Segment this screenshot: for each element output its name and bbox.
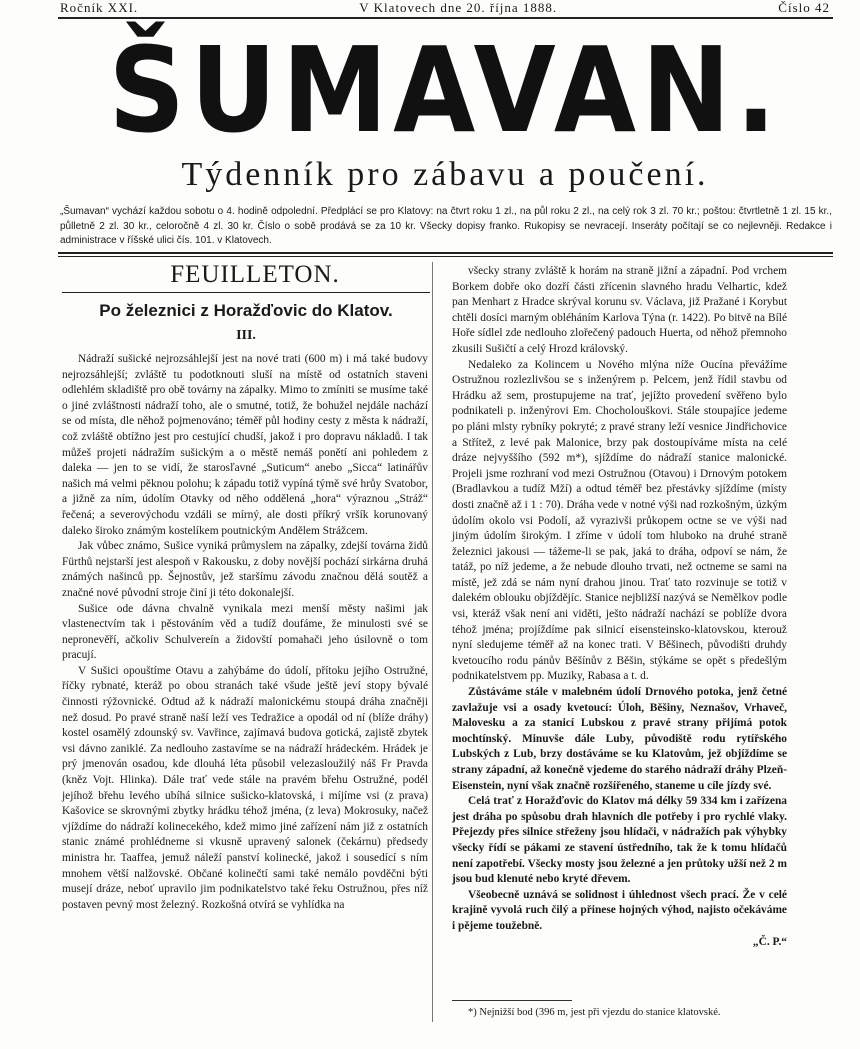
section-rule bbox=[62, 292, 430, 293]
paragraph: Zůstáváme stále v malebném údolí Drnového potoka, jenž četné zavlažuje vsi a osady kvetoucí: Úloh, Běšiny, Neznašov, Vrhaveč, Malovesku a za stanicí Lubskou z pravé strany přijímá potok mochtínský. Minuvše dále Luby, původiště rodu rytířského Lubských z Lub, brzy dostáváme se ku Klatovům, jež objíždíme se strany západní, až konečně vjedeme do starého nádraží dráhy Plzeň-Eisenstein, nyní však značně rozšířeného, staneme u cíle jízdy své. bbox=[452, 686, 787, 792]
paragraph: Sušice ode dávna chvalně vynikala mezi menší městy našimi jak vlastenectvím tak i pěstováním věd a tudíž doufáme, že minulosti své se nepronevěří, ačkoliv Schulvereín a židovští pomahači jeho úsilovně o tom pracují. bbox=[62, 602, 428, 662]
footnote-rule bbox=[452, 1000, 572, 1001]
masthead-subtitle: Týdenník pro zábavu a poučení. bbox=[181, 156, 709, 193]
info-rule-bottom bbox=[58, 256, 833, 257]
volume-label: Ročník XXI. bbox=[60, 0, 139, 15]
left-column bbox=[62, 352, 428, 913]
issue-header bbox=[60, 0, 830, 16]
right-column bbox=[452, 264, 787, 950]
paragraph: Nedaleko za Kolincem u Nového mlýna níže Oucína převážíme Ostružnou rozlezlivšou se s inženýrem p. Pelcem, jenž řídil stavbu od Hrádku až sem, prostupujeme na trať, jejížto provedení svěřeno bylo podnikateli p. inženýrovi Em. Chocholouškovi. Stále stoupajíce jedeme po pláni mlsty rybníky pokryté; z pravé strany leží vesnice Jindřichovice a Střítež, z levé pak Malonice, brzy pak dostoupíváme místa na celé dráze nejvyššího (592 m*), sjíždíme do nádraží stanice malonické. Projeli jsme rozhraní vod mezi Ostružnou (Otavou) i Drnovým potokem (Bradlavkou a tudíž Mží) a odtud téměř bez přestávky sjíždíme (místy dosti značně až i 1 : 70). Dráha vede v notné výši nad rozkošným, úzkým údolím okolo vsi Podolí, až vyrazivši průkopem octne se ve výši nad jiným údolím širokým. I zříme v údolí tom hluboko na druhé straně železnici jakousi — tážeme-li se pak, jaká to dráha, odpoví se nám, že tatáž, po níž jedeme, a že nebude dlouho trvati, než octneme se sami na místě, jež zdá se nám nyní drahou jinou. Trať tato rozvinuje se totiž v dalekém oblouku objíždějíc. Stanice nejbližší nazývá se Nemělkov podle vsi, kteráž však není ani viděti, ješto nádraží nachází se poblíže dvora téhož jména; projíždíme pak silnicí eisensteinsko-klatovskou, kterouž nyní sledujeme téměř až na konec trati. V Běšinech, původišti druhdy kvetoucího rodu pánův Běšínův z Běšin, stýkáme se opět s předešlým podnikatelstvem pp. Muziky, Rabasa a t. d. bbox=[452, 358, 787, 683]
paragraph: Celá trať z Horažďovic do Klatov má délky 59 334 km i zařízena jest dráha po spůsobu drah hlavních dle potřeby i pro rychlé vlaky. Přejezdy přes silnice střeženy jsou hlídači, v nádražích pak výhybky všecky řídí se pákami ze stavení ústředního, tak že k tomu hlídačů není zapotřebí. Všecky mosty jsou železné a jen průtoky užší než 2 m jsou bud klenuté nebo kryté dřevem. bbox=[452, 795, 787, 886]
footnote: *) Nejnižší bod (396 m, jest při vjezdu do stanice klatovské. bbox=[468, 1007, 721, 1018]
header-rule bbox=[58, 17, 833, 19]
paragraph: Jak vůbec známo, Sušice vyniká průmyslem na zápalky, zdejší továrna židů Fürthů nejstarší jest alespoň v Rakousku, z doby novější pochází sirkárna druhá známých našinců pp. Šejnostův, jež staršímu závodu značnou dělá soutěž a značné nové původní stroje činí ji této dokonalejší. bbox=[62, 540, 428, 599]
issue-date: V Klatovech dne 20. října 1888. bbox=[359, 0, 558, 15]
article-title: Po železnici z Horažďovic do Klatov. bbox=[99, 301, 393, 320]
info-rule-top bbox=[58, 252, 833, 254]
paragraph: V Sušici opouštíme Otavu a zahýbáme do údolí, přítoku jejího Ostružné, říčky rybnaté, kteráž po obou stranách také všude ještě jeví stopy bývalé činnosti rýžovnické. Odtud až k nádraží malonickému stoupá dráha značněji než dosud. Po pravé straně naší leží ves Tedražice a opodál od ní (blíže dráhy) kostel osamělý zdounský sv. Vavřince, zajímavá budova gotická, zajistě zbytek vsi dávno zaniklé. Za nedlouho zastavíme se na nádraží hrádeckém. Hrádek je prý jmenován osadou, kde dlouhá léta působil velezasloužilý náš Fr Pravda (kněz Vojt. Hlinka). Dále trať vede stále na pravém břehu Ostružné, podél jejíhož břehu levého ubíhá silnice sušicko-klatovská, i míjíme vsi (z prava) Kašovice se skrovnými zbytky hrádku téhož jména, (z leva) Mokrosuky, načež vjíždíme do nádraží kolinecekého, kdež mimo jiné zařízení nám již z ostatních stanic známé prohlédneme si vkusně upravený salonek (čekárnu) předsedy ministra hr. Taaffea, jemuž náleží panství kolinecké, jakož i sousedící s ním mnohem větší nalžovské. Občané kolinečtí sami také nemálo povděčni býti musejí dráze, neboť upravilo jim podnikatelstvo také řeku Ostružnou, přes níž postaven pevný most železný. Rozkošná otvírá se vyhlídka na bbox=[62, 664, 428, 911]
paragraph: Nádraží sušické nejrozsáhlejší jest na nové trati (600 m) i má také budovy nejrozsáhlejší; zvláště tu podotknouti sluší na místě od ostatních staveni odlehlém skladiště pro obě továrny na zápalky. Mimo to zmíniti se musíme také o jiné zvláštnosti nádraží toho, ale o smutné, totiž, že bohužel nejdále nachází se od místa, dle něhož pojmenováno; téměř půl hodiny cesty z města k nádraží, což zvláště obtížno jest pro cestující chudší, jakož i pro dopravu nákladů. I tak můžeš projeti nádražím sušickým a o městě nemáš ponětí ani pohledem z daleka — jen to se vidí, že starosľavné „Suticum“ anebo „Sicca“ latinářův našich má velmi pěknou polohu; k západu totiž vypíná týmě své hrůy Svatobor, a jižně za ním, údolím Otavky od něho oddělená „hora“ výraznou „Stráž“ řečená; a severovýchodu vzdáli se mírný, ale dosti příkrý vršík korunovaný daleko široko známým kostelíkem poutnickým Andělem Strážcem. bbox=[62, 353, 428, 537]
article-signature: „Č. P.“ bbox=[752, 935, 787, 948]
subscription-info: „Šumavan“ vychází každou sobotu o 4. hodině odpolední. Předplácí se pro Klatovy: na čtvrt roku 1 zl., na půl roku 2 zl., na celý rok 3 zl. 70 kr.; poštou: čtvrtletně 1 zl. 15 kr., půlletně 2 zl. 30 kr., celoročně 4 zl. 30 kr. Číslo o sobě prodává se za 10 kr. Všecky dopisy franko. Rukopisy se nevracejí. Inseráty počítají se co nejlevněji. Redakce i administrace v říšské ulici čís. 101. v Klatovech. bbox=[60, 206, 832, 246]
issue-number: Číslo 42 bbox=[778, 0, 830, 15]
section-heading: FEUILLETON. bbox=[170, 261, 340, 288]
paragraph: Všeobecně uznává se solidnost i úhlednost všech prací. Že v celé krajině vyvolá ruch čilý a přinese hojných výhod, najisto očekáváme i pějeme toužebně. bbox=[452, 888, 787, 932]
article-part: III. bbox=[236, 328, 256, 343]
column-divider bbox=[432, 262, 433, 1022]
masthead-title: ŠUMAVAN. bbox=[108, 21, 782, 159]
paragraph: všecky strany zvláště k horám na straně jižní a západní. Pod vrchem Borkem dobře oko dozří části zřícenin slavného hradu Velhartic, kdež pan Menhart z Hradce skrýval korunu sv. Václava, již Pražané i Korybut chtěli dosíci marným obléháním Karlova Týna (r. 1422). Po bitvě na Bílé Hoře sídlel zde nedlouho zlořečený padouch Huerta, od něhož přemnoho zkusili Sušičtí a celý Hrozd královský. bbox=[452, 265, 787, 355]
